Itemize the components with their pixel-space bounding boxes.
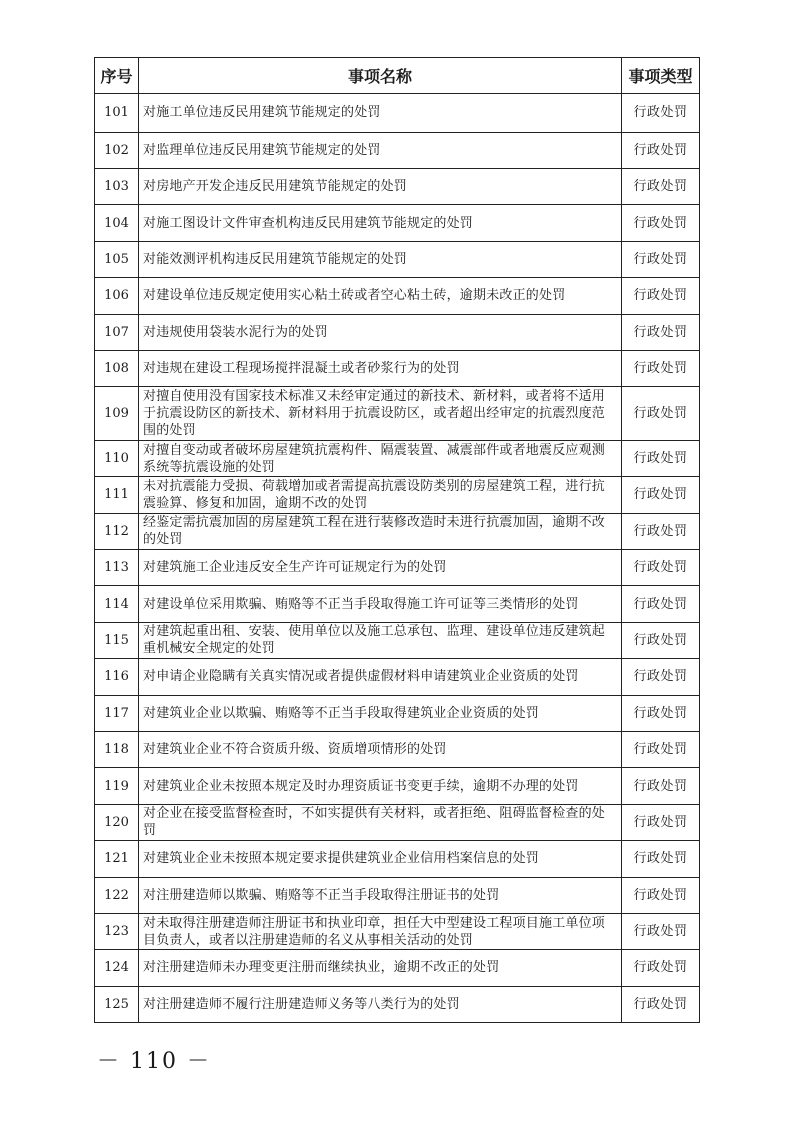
row-number: 123 <box>95 913 139 949</box>
table-row <box>95 241 700 277</box>
row-item-name: 对企业在接受监督检查时，不如实提供有关材料，或者拒绝、阻碍监督检查的处罚 <box>139 804 622 840</box>
table-row <box>95 94 700 133</box>
row-item-name: 对施工单位违反民用建筑节能规定的处罚 <box>139 94 622 133</box>
row-item-type: 行政处罚 <box>622 768 700 804</box>
row-item-name: 对建筑业企业不符合资质升级、资质增项情形的处罚 <box>139 731 622 767</box>
row-item-type: 行政处罚 <box>622 241 700 277</box>
row-number: 107 <box>95 314 139 350</box>
row-number: 116 <box>95 659 139 695</box>
row-item-type: 行政处罚 <box>622 94 700 133</box>
row-item-name: 对注册建造师不履行注册建造师义务等八类行为的处罚 <box>139 986 622 1022</box>
table-row <box>95 659 700 695</box>
table-row <box>95 205 700 241</box>
row-number: 120 <box>95 804 139 840</box>
row-item-type: 行政处罚 <box>622 586 700 622</box>
table-row <box>95 586 700 622</box>
row-number: 106 <box>95 278 139 314</box>
row-item-type: 行政处罚 <box>622 440 700 476</box>
row-item-type: 行政处罚 <box>622 841 700 877</box>
row-number: 122 <box>95 877 139 913</box>
table-row <box>95 387 700 441</box>
row-number: 102 <box>95 132 139 168</box>
table-body <box>95 94 700 1023</box>
table-row <box>95 695 700 731</box>
row-item-name: 对擅自变动或者破坏房屋建筑抗震构件、隔震装置、减震部件或者地震反应观测系统等抗震设施的处罚 <box>139 440 622 476</box>
row-item-type: 行政处罚 <box>622 132 700 168</box>
row-number: 104 <box>95 205 139 241</box>
row-item-type: 行政处罚 <box>622 513 700 549</box>
row-item-type: 行政处罚 <box>622 622 700 658</box>
row-number: 108 <box>95 350 139 386</box>
header-no: 序号 <box>95 58 139 94</box>
table-row <box>95 950 700 986</box>
row-number: 112 <box>95 513 139 549</box>
table-row <box>95 768 700 804</box>
row-number: 105 <box>95 241 139 277</box>
row-item-type: 行政处罚 <box>622 731 700 767</box>
table-row <box>95 350 700 386</box>
row-number: 125 <box>95 986 139 1022</box>
table-row <box>95 314 700 350</box>
row-item-name: 对未取得注册建造师注册证书和执业印章，担任大中型建设工程项目施工单位项目负责人，或者以注册建造师的名义从事相关活动的处罚 <box>139 913 622 949</box>
row-item-type: 行政处罚 <box>622 659 700 695</box>
row-item-name: 对申请企业隐瞒有关真实情况或者提供虚假材料申请建筑业企业资质的处罚 <box>139 659 622 695</box>
row-item-name: 对施工图设计文件审查机构违反民用建筑节能规定的处罚 <box>139 205 622 241</box>
row-item-name: 对房地产开发企违反民用建筑节能规定的处罚 <box>139 168 622 204</box>
row-number: 118 <box>95 731 139 767</box>
row-number: 111 <box>95 477 139 513</box>
items-table <box>94 57 700 1023</box>
row-item-type: 行政处罚 <box>622 168 700 204</box>
row-number: 101 <box>95 94 139 133</box>
row-item-type: 行政处罚 <box>622 986 700 1022</box>
table-row <box>95 986 700 1022</box>
row-item-name: 对建筑业企业以欺骗、贿赂等不正当手段取得建筑业企业资质的处罚 <box>139 695 622 731</box>
row-item-name: 对违规使用袋装水泥行为的处罚 <box>139 314 622 350</box>
row-item-type: 行政处罚 <box>622 477 700 513</box>
row-item-name: 对建设单位采用欺骗、贿赂等不正当手段取得施工许可证等三类情形的处罚 <box>139 586 622 622</box>
row-number: 114 <box>95 586 139 622</box>
table-row <box>95 278 700 314</box>
row-item-type: 行政处罚 <box>622 950 700 986</box>
row-item-name: 对注册建造师未办理变更注册而继续执业，逾期不改正的处罚 <box>139 950 622 986</box>
row-item-name: 对注册建造师以欺骗、贿赂等不正当手段取得注册证书的处罚 <box>139 877 622 913</box>
table-row <box>95 477 700 513</box>
table-row <box>95 440 700 476</box>
row-item-type: 行政处罚 <box>622 913 700 949</box>
row-item-name: 对能效测评机构违反民用建筑节能规定的处罚 <box>139 241 622 277</box>
row-number: 124 <box>95 950 139 986</box>
table-row <box>95 841 700 877</box>
table-row <box>95 168 700 204</box>
row-item-name: 经鉴定需抗震加固的房屋建筑工程在进行装修改造时未进行抗震加固，逾期不改的处罚 <box>139 513 622 549</box>
row-item-type: 行政处罚 <box>622 387 700 441</box>
row-item-type: 行政处罚 <box>622 350 700 386</box>
row-item-type: 行政处罚 <box>622 550 700 586</box>
row-item-name: 对建设单位违反规定使用实心粘土砖或者空心粘土砖，逾期未改正的处罚 <box>139 278 622 314</box>
row-item-name: 未对抗震能力受损、荷载增加或者需提高抗震设防类别的房屋建筑工程，进行抗震验算、修复和加固，逾期不改的处罚 <box>139 477 622 513</box>
table-row <box>95 550 700 586</box>
row-item-type: 行政处罚 <box>622 314 700 350</box>
table-header-row <box>95 58 700 94</box>
row-item-name: 对建筑施工企业违反安全生产许可证规定行为的处罚 <box>139 550 622 586</box>
row-number: 103 <box>95 168 139 204</box>
header-type: 事项类型 <box>622 58 700 94</box>
row-item-name: 对监理单位违反民用建筑节能规定的处罚 <box>139 132 622 168</box>
row-item-type: 行政处罚 <box>622 877 700 913</box>
row-number: 121 <box>95 841 139 877</box>
row-item-name: 对擅自使用没有国家技术标准又未经审定通过的新技术、新材料，或者将不适用于抗震设防区的新技术、新材料用于抗震设防区，或者超出经审定的抗震烈度范围的处罚 <box>139 387 622 441</box>
row-number: 113 <box>95 550 139 586</box>
row-item-type: 行政处罚 <box>622 278 700 314</box>
row-number: 117 <box>95 695 139 731</box>
row-number: 115 <box>95 622 139 658</box>
table-row <box>95 132 700 168</box>
table-row <box>95 877 700 913</box>
row-item-name: 对建筑业企业未按照本规定及时办理资质证书变更手续，逾期不办理的处罚 <box>139 768 622 804</box>
row-item-name: 对违规在建设工程现场搅拌混凝土或者砂浆行为的处罚 <box>139 350 622 386</box>
row-item-type: 行政处罚 <box>622 695 700 731</box>
table-row <box>95 513 700 549</box>
row-item-name: 对建筑业企业未按照本规定要求提供建筑业企业信用档案信息的处罚 <box>139 841 622 877</box>
page-number: － 110 － <box>97 1049 211 1074</box>
row-item-name: 对建筑起重出租、安装、使用单位以及施工总承包、监理、建设单位违反建筑起重机械安全规定的处罚 <box>139 622 622 658</box>
row-item-type: 行政处罚 <box>622 205 700 241</box>
table-row <box>95 913 700 949</box>
header-name: 事项名称 <box>139 58 622 94</box>
row-number: 110 <box>95 440 139 476</box>
row-item-type: 行政处罚 <box>622 804 700 840</box>
row-number: 109 <box>95 387 139 441</box>
table-row <box>95 804 700 840</box>
table-row <box>95 622 700 658</box>
table-row <box>95 731 700 767</box>
row-number: 119 <box>95 768 139 804</box>
